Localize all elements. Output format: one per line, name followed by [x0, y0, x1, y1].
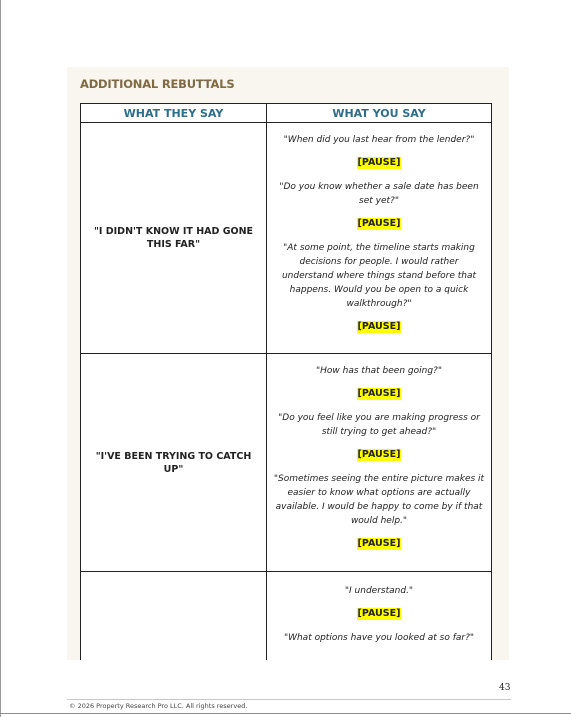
- table-row: [81, 123, 491, 354]
- response-cell: [267, 123, 491, 353]
- response-cell: [267, 572, 491, 660]
- table-row: [81, 572, 491, 660]
- footer-divider: [67, 699, 511, 700]
- objection-cell: [81, 572, 267, 660]
- response-quote: "At some point, the timeline starts making decisions for people. I would rather understand where things stand before that happens. Would you be open to a quick walkthrough?": [281, 243, 477, 309]
- pause-marker: [PAUSE]: [357, 321, 401, 332]
- page-bottom-border: [0, 713, 571, 714]
- page-left-border: [0, 0, 1, 717]
- pause-marker: [PAUSE]: [357, 157, 401, 168]
- response-cell: [267, 354, 491, 571]
- response-quote: "Sometimes seeing the entire picture makes it easier to know what options are actually available. I would be happy to come by if that would help.": [273, 474, 485, 526]
- objection-cell: "I'VE BEEN TRYING TO CATCH UP": [81, 354, 267, 571]
- table-row: [81, 354, 491, 572]
- rebuttals-table: [80, 103, 492, 660]
- pause-marker: [PAUSE]: [357, 218, 401, 229]
- pause-marker: [PAUSE]: [357, 538, 401, 549]
- table-header-row: [81, 104, 491, 123]
- page-number: 43: [499, 683, 511, 693]
- response-quote: "How has that been going?": [316, 366, 442, 376]
- response-quote: "When did you last hear from the lender?": [283, 135, 475, 145]
- objection-cell: "I DIDN'T KNOW IT HAD GONE THIS FAR": [81, 123, 267, 353]
- rebuttals-panel: [67, 67, 509, 660]
- section-title: ADDITIONAL REBUTTALS: [80, 77, 235, 91]
- header-what-you-say: WHAT YOU SAY: [332, 106, 426, 120]
- response-quote: "Do you know whether a sale date has been set yet?": [279, 182, 479, 206]
- header-what-they-say: WHAT THEY SAY: [81, 104, 267, 122]
- response-quote: "What options have you looked at so far?": [283, 633, 475, 643]
- pause-marker: [PAUSE]: [357, 449, 401, 460]
- pause-marker: [PAUSE]: [357, 388, 401, 399]
- response-quote: "I understand.": [344, 586, 414, 596]
- response-quote: "Do you feel like you are making progress or still trying to get ahead?": [278, 413, 480, 437]
- pause-marker: [PAUSE]: [357, 608, 401, 619]
- footer-copyright: © 2026 Property Research Pro LLC. All rights reserved.: [69, 702, 248, 710]
